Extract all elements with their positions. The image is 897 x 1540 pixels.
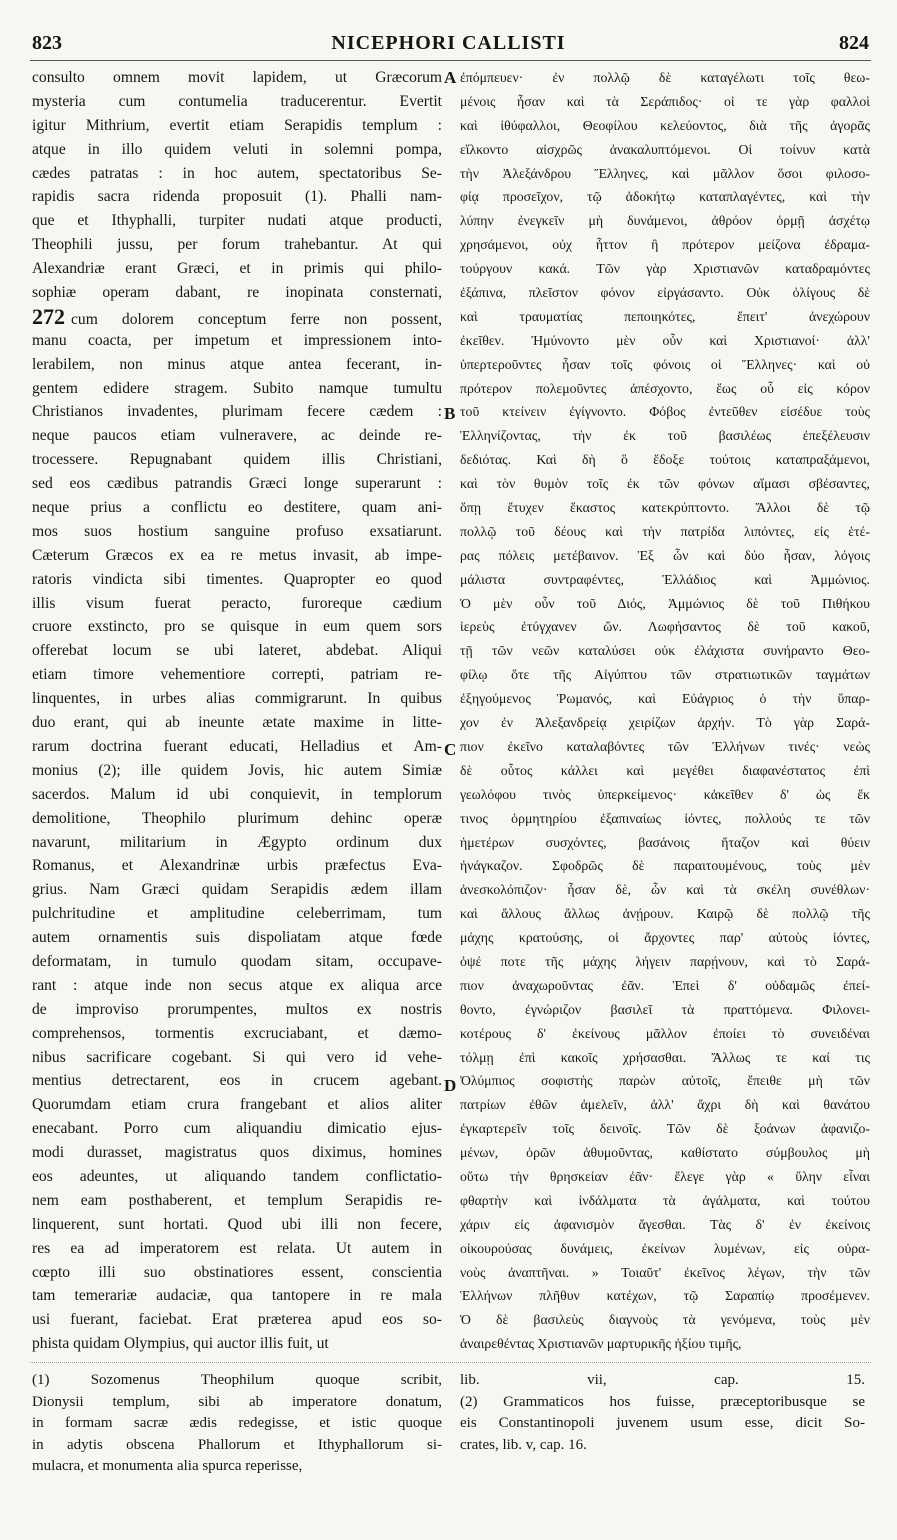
greek-line: χρησάμενοι, οὐχ ἧττον ἢ πρότερον μείζονα ἐδραμα-	[460, 237, 870, 253]
greek-line: τὴν Ἀλεξάνδρου Ἕλληνες, καὶ μᾶλλον ὅσοι φιλοσο-	[460, 165, 870, 181]
footnote-line: (2) Grammaticos hos fuisse, præceptoribusque se	[460, 1393, 865, 1410]
greek-line: ἡμετέρων συσχόντες, βασάνοις ἤταζον καὶ θύειν	[460, 834, 870, 850]
latin-line: neque prius a conflictu eo destitere, quam ani-	[32, 499, 442, 517]
latin-line: navarunt, militarium in Ægypto ordinum dux	[32, 833, 442, 851]
greek-line: καὶ ἰθύφαλλοι, Θεοφίλου κελεύοντος, διὰ τῆς ἀγορᾶς	[460, 117, 870, 133]
latin-line: pulchritudine et amplitudine celeberrimam, tum	[32, 905, 442, 923]
latin-line: ratoris vindicta sibi timentes. Quapropter eo quod	[32, 570, 442, 588]
footnote-line: in adytis obscena Phallorum et Ithyphallorum si-	[32, 1436, 442, 1453]
greek-line: χον ἐν Ἀλεξανδρείᾳ χειρίζων ἀρχήν. Τὸ γὰρ Σαρά-	[460, 715, 870, 731]
greek-line: χάριν εἰς ἀφανισμὸν ἄγεσθαι. Τὰς δ' ἐν ἐκείνοις	[460, 1216, 870, 1232]
margin-letter-d: D	[444, 1076, 457, 1095]
running-title: NICEPHORI CALLISTI	[331, 32, 566, 54]
latin-line: mysteria cum contumelia traducerentur. Evertit	[32, 92, 442, 110]
latin-line: rarum doctrina fuerant educati, Helladius et Am-	[32, 737, 442, 755]
greek-line: ἐξάπινα, πλεῖστον φόνον εἰργάσαντο. Οὐκ ὀλίγους δὲ	[460, 285, 870, 301]
greek-line: ὅπῃ ἔτυχεν ἕκαστος κατεκρύπτοντο. Ἄλλοι δὲ τῷ	[460, 500, 870, 516]
greek-line: πιον ἐκεῖνο καταλαβόντες τῶν Ἑλλήνων τινές· νεὼς	[460, 738, 870, 754]
greek-line: καὶ τὸν θυμὸν τοῖς ἐκ τῶν φόνων αἵμασι σβέσαντες,	[460, 476, 870, 492]
latin-line: lerabilem, non minus atque antea fecerant, in-	[32, 355, 442, 373]
greek-line: ἠνάγκαζον. Σφοδρῶς δὲ παραιτουμένους, τοὺς μὲν	[460, 858, 870, 874]
greek-line: μάχης κρατούσης, οἱ ἄρχοντες παρ' αὐτοὺς ἰόντες,	[460, 930, 870, 946]
greek-line: κοτέρους δ' ἐκείνους μᾶλλον ἐποίει τὸ συνειδέναι	[460, 1025, 870, 1041]
greek-line: πολλῷ τοῦ δέους καὶ τὴν πατρίδα λιπόντες, εἰς ἑτέ-	[460, 523, 870, 539]
greek-line: Ἑλλήνων πλῆθυν κατέχων, τῷ Σαραπίῳ προσέμενεν.	[460, 1288, 870, 1304]
greek-line: ἀνεσκολόπιζον· ἦσαν δὲ, ὧν καὶ τὰ σκέλη συνέθλων·	[460, 882, 870, 898]
footnote-line: (1) Sozomenus Theophilum quoque scribit,	[32, 1372, 442, 1388]
greek-line: τινος ὁρμητηρίου ἐξαπιναίως ἰόντες, πολλούς τε τῶν	[460, 810, 870, 826]
latin-line: Alexandriæ erant Græci, et in primis qui philo-	[32, 260, 442, 278]
greek-line: μένων, ὁρῶν ἀθυμοῦντας, καθίστατο σύμβουλος μὴ	[460, 1145, 870, 1161]
page-number-right: 824	[839, 32, 869, 54]
margin-letter-c: C	[444, 740, 457, 759]
latin-line-text: cum dolorem conceptum ferre non possent,	[71, 310, 442, 328]
greek-line: ρας πόλεις μετέβαινον. Ἐξ ὧν καὶ δύο ἦσαν, λόγοις	[460, 547, 870, 563]
latin-line: modi durasset, magistratus quos diximus, homines	[32, 1144, 442, 1162]
footnotes-left	[32, 1370, 442, 1478]
latin-line: rant : atque inde non secus atque ex aliqua arce	[32, 976, 442, 994]
latin-line: nem eam posthaberent, et templum Serapidis re-	[32, 1191, 442, 1209]
latin-line: sed eos cædibus patrandis Græci longe superarunt :	[32, 475, 442, 493]
greek-line: Ἑλληνίζοντας, τὴν ἐκ τοῦ βασιλέως ἐπεξέλευσιν	[460, 428, 870, 444]
greek-line: θοντο, ἐγνώριζον βασιλεῖ τὰ πραττόμενα. Φιλονει-	[460, 1001, 870, 1017]
greek-line: πατρίων ἐθῶν ἀμελεῖν, ἀλλ' ἄχρι δὴ καὶ θανάτου	[460, 1097, 870, 1113]
latin-line: consulto omnem movit lapidem, ut Græcorum	[32, 69, 442, 86]
latin-line: illis visum fuerat peracto, furoreque cædium	[32, 594, 442, 612]
latin-line: que et Ithyphalli, turpiter nudati atque producti,	[32, 212, 442, 230]
latin-line: demolitione, Theophilo plurimum dehinc operæ	[32, 809, 442, 827]
latin-line: usi fuerant, faciebat. Erat præterea apud eos so-	[32, 1311, 442, 1329]
latin-line: sophiæ operam dabant, re inopinata consternati,	[32, 284, 442, 302]
latin-line: rapidis sacra ridenda proposuit (1). Phalli nam-	[32, 188, 442, 206]
latin-line: Quorumdam etiam crura frangebant et alios aliter	[32, 1096, 442, 1114]
latin-line: eos adeuntes, ut aliquando tandem conflictatio-	[32, 1167, 442, 1185]
greek-line: λύπην ἐνεγκεῖν μὴ δυνάμενοι, ἀθρόον ὁρμῇ ἀσχέτῳ	[460, 213, 870, 229]
latin-line: cruore exstincto, pro se quisque in eum quem sors	[32, 618, 442, 636]
greek-line: τούργουν κακά. Τῶν γὰρ Χριστιανῶν καταδραμόντες	[460, 261, 870, 277]
greek-line: ὑπερτεροῦντες ἦσαν τοῖς φόνοις οἱ Ἕλληνες· καὶ οὐ	[460, 356, 870, 372]
latin-line: trocessere. Repugnabant quidem illis Christiani,	[32, 451, 442, 469]
margin-letter-b: B	[444, 404, 456, 423]
latin-line: sacerdos. Malum id ubi conquievit, in templorum	[32, 785, 442, 803]
page-number-left: 823	[32, 32, 62, 54]
latin-line: Theophili jussu, per forum trahebantur. At qui	[32, 236, 442, 254]
greek-line: φίλῳ ὅτε τῆς Αἰγύπτου τῶν στρατιωτικῶν ταγμάτων	[460, 667, 870, 683]
latin-line: igitur Mithrium, evertit etiam Serapidis templum :	[32, 116, 442, 134]
footnote-line: crates, lib. v, cap. 16.	[460, 1436, 587, 1453]
latin-line: duo erant, qui ab ineunte ætate maxime in litte-	[32, 714, 442, 732]
greek-line: Ὁ μὲν οὖν τοῦ Διός, Ἀμμώνιος δὲ τοῦ Πιθήκου	[460, 595, 870, 611]
latin-line: tam temerariæ audaciæ, qua tantopere in re mala	[32, 1287, 442, 1305]
greek-line: φίᾳ προσεῖχον, τῷ ἀδοκήτῳ καταπλαγέντες, καὶ τὴν	[460, 189, 870, 205]
page-marker: 272	[32, 304, 65, 329]
greek-line: Ὁ δὲ βασιλεὺς διαγνοὺς τὰ γενόμενα, τοὺς μὲν	[460, 1312, 870, 1328]
footnote-line: eis Constantinopoli juvenem usum esse, dicit So-	[460, 1415, 865, 1431]
latin-line: nibus sacrificare cogebant. Si qui vero id vehe-	[32, 1048, 442, 1066]
latin-line: etiam timore vehementiore correpti, patriam re-	[32, 666, 442, 684]
latin-line: mentius detrectarent, eos in crucem agebant.	[32, 1072, 442, 1090]
latin-line: linquerent, sunt hortati. Quod ubi illi non fecere,	[32, 1215, 442, 1233]
latin-line: enecabant. Porro cum aliquandiu dimicatio ejus-	[32, 1120, 442, 1138]
greek-line: οἰκουρούσας δυνάμεις, ἐκείνων λυμένων, εἰς οὐρα-	[460, 1240, 870, 1256]
latin-line: atque in illo quidem veluti in solemni pompa,	[32, 140, 442, 158]
greek-line: φθαρτὴν καὶ ἰνδάλματα τὰ ἀγάλματα, καὶ τούτου	[460, 1192, 870, 1208]
greek-line: μένοις ἦσαν καὶ τὰ Σεράπιδος· οἱ τε γὰρ φαλλοὶ	[460, 93, 870, 109]
greek-line: δὲ οὗτος κάλλει καὶ μεγέθει διαφανέστατος ἐπὶ	[460, 762, 870, 778]
latin-line	[32, 305, 442, 329]
latin-line: cædes patratas : in hoc autem, spectatoribus Se-	[32, 164, 442, 182]
latin-line: cœpto illi suo obstinatiores essent, conscientia	[32, 1263, 442, 1281]
latin-line: de improviso prorumpentes, multos ex nostris	[32, 1000, 442, 1018]
greek-line: οὕτω τὴν θρησκείαν ἐᾶν· ἔλεγε γὰρ « ὕλην εἶναι	[460, 1168, 870, 1184]
greek-line: ἀναιρεθέντας Χριστιανῶν μαρτυρικῆς ἠξίου τιμῆς,	[460, 1336, 742, 1352]
greek-line: Ὀλύμπιος σοφιστὴς παρὼν αὐτοῖς, ἔπειθε μὴ τῶν	[460, 1073, 870, 1089]
latin-line: mos suos hostium sanguine profuso exsatiarunt.	[32, 522, 442, 540]
greek-line: ἐξηγούμενος Ῥωμανός, καὶ Εὐάγριος ὁ τὴν ὕπαρ-	[460, 691, 870, 707]
greek-line: μάλιστα συντραφέντες, Ἑλλάδιος καὶ Ἀμμώνιος.	[460, 571, 870, 587]
greek-line: δεδιότας. Καὶ δὴ ὃ ἔδοξε τούτοις καταπραξάμενοι,	[460, 452, 870, 468]
latin-line: manu coacta, per impetum et impressionem into-	[32, 331, 442, 349]
greek-line: ὀψέ ποτε τῆς μάχης λήγειν παρῄνουν, καὶ τὸ Σαρά-	[460, 953, 870, 969]
greek-line: πρότερον πολεμοῦντες ἀπέσχοντο, ἕως οὗ εἰς κόρον	[460, 380, 870, 396]
footnote-line: mulacra, et monumenta alia spurca reperisse,	[32, 1458, 303, 1474]
greek-line: τοῦ κτείνειν ἐγίγνοντο. Φόβος ἐντεῦθεν εἰσέδυε τοὺς	[460, 404, 870, 420]
greek-line: ἐγκαρτερεῖν τοῖς δεινοῖς. Τῶν δὲ ξοάνων ἀφανιζο-	[460, 1121, 870, 1137]
latin-line: neque paucos etiam vulneravere, ac deinde re-	[32, 427, 442, 445]
latin-line: res ea ad imperatorem est relata. Ut autem in	[32, 1239, 442, 1257]
latin-line: comprehensos, tormentis excruciabant, et dæmo-	[32, 1024, 442, 1042]
greek-line: τῇ τῶν νεῶν καταλύσει οὐκ ἐλάχιστα συνήραντο Θεο-	[460, 643, 870, 659]
footnotes-right	[460, 1370, 865, 1456]
latin-line: autem ornamentis suis dispoliatam atque fœde	[32, 929, 442, 947]
greek-line: νοὺς ἀναπτῆναι. » Τοιαῦτ' ἐκεῖνος λέγων, τὴν τῶν	[460, 1264, 870, 1280]
latin-column	[32, 66, 442, 1356]
latin-line: monius (2); ille quidem Jovis, hic autem Simiæ	[32, 761, 442, 779]
header-rule	[30, 60, 871, 61]
latin-line: phista quidam Olympius, qui auctor illis fuit, ut	[32, 1335, 329, 1353]
greek-line: γεωλόφου τινὸς ὑπερκείμενος· κἀκεῖθεν δ' ὡς ἔκ	[460, 786, 870, 802]
footnote-rule	[30, 1362, 871, 1363]
greek-line: εἵλκοντο αἰσχρῶς ἀνακαλυπτόμενοι. Οἱ τοίνυν κατὰ	[460, 141, 870, 157]
latin-line: Cæterum Græcos ex ea re metus invasit, ab impe-	[32, 546, 442, 564]
greek-line: καὶ τραυματίας πεποιηκότες, ἔπειτ' ἀνεχώρουν	[460, 308, 870, 324]
greek-line: καὶ ἄλλους ἄλλως ἀνῄρουν. Καιρῷ δὲ πολλῷ τῆς	[460, 906, 870, 922]
footnote-line: in formam sacræ ædis redegisse, et istic quoque	[32, 1415, 442, 1431]
greek-line: ἱερεὺς ἐτύγχανεν ὤν. Λωφήσαντος δὲ τοῦ κακοῦ,	[460, 619, 870, 635]
greek-line: πιον ἀναχωροῦντας ἐᾶν. Ἐπεὶ δ' οὐδαμῶς ἐπεί-	[460, 977, 870, 993]
latin-line: grius. Nam Græci quidam Serapidis ædem illam	[32, 881, 442, 899]
latin-line: deformatam, in tumulo quodam sitam, occupave-	[32, 952, 442, 970]
greek-line: ἐπόμπευεν· ἐν πολλῷ δὲ καταγέλωτι τοῖς θεω-	[460, 70, 870, 85]
latin-line: offerebat locum se ubi lateret, abdebat. Aliqui	[32, 642, 442, 660]
latin-line: linquentes, in urbes alias commigrarunt. In quibus	[32, 690, 442, 708]
greek-line: τόλμῃ ἐπὶ κακοῖς χρήσασθαι. Ἄλλως τε καί τις	[460, 1049, 870, 1065]
greek-line: ἐκεῖθεν. Ἠμύνοντο μὲν οὖν καὶ Χριστιανοί· ἀλλ'	[460, 332, 870, 348]
latin-line: Romanus, et Alexandrinæ urbis præfectus Eva-	[32, 857, 442, 875]
greek-column	[460, 66, 870, 1356]
margin-letter-a: A	[444, 68, 457, 87]
latin-line: Christianos invadentes, plurimam fecere cædem :	[32, 403, 442, 421]
footnote-line: Dionysii templum, sibi ab imperatore donatum,	[32, 1393, 442, 1410]
latin-line: gentem edidere stragem. Subito namque tumultu	[32, 379, 442, 397]
footnote-line: lib. vii, cap. 15.	[460, 1372, 865, 1388]
